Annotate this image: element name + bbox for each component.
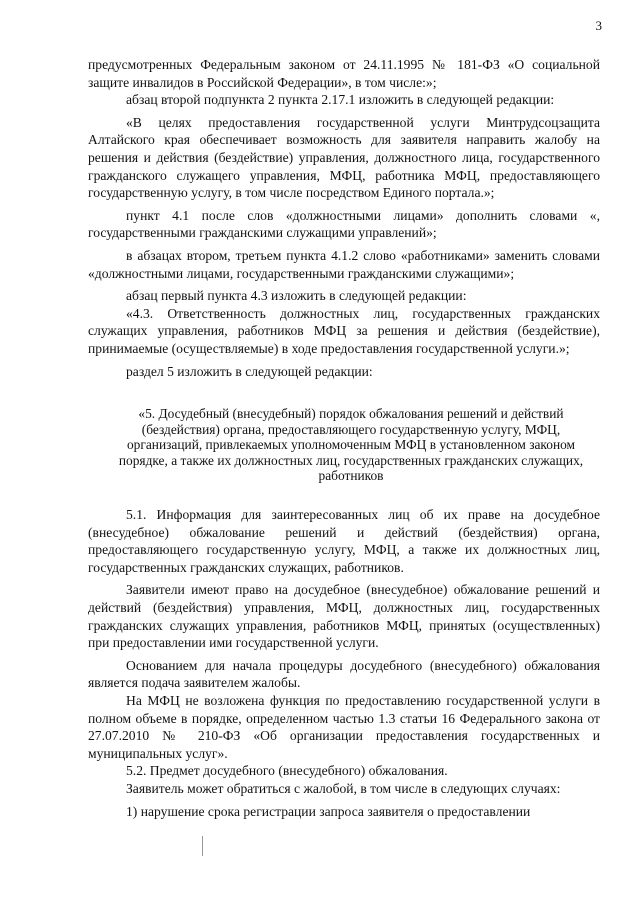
- page-number: 3: [595, 18, 602, 33]
- paragraph-9: 5.1. Информация для заинтересованных лиц об их праве на досудебное (внесудебное) обжалование решений и действий (бездействия) органа, предоставляющего государственную услугу, МФЦ, а также их должностных лиц, государственных гражданских служащих, работников.: [88, 507, 600, 575]
- paragraph-5: в абзацах втором, третьем пункта 4.1.2 слово «работниками» заменить словами «должностными лицами, государственными гражданскими служащими»;: [88, 247, 600, 281]
- paragraph-7: «4.3. Ответственность должностных лиц, государственных гражданских служащих управления, работников МФЦ за решения и действия (бездействие), принимаемые (осуществляемые) в ходе предоставления государственной услуги.»;: [88, 305, 600, 356]
- paragraph-3: «В целях предоставления государственной услуги Минтрудсоцзащита Алтайского края обеспечивает возможность для заявителя направить жалобу на решения и действия (бездействие) управления, должностного лица, государственного гражданского служащего управления, МФЦ, работника МФЦ, предоставляющего государственную услугу, в том числе посредством Единого портала.»;: [88, 114, 600, 201]
- paragraph-1: предусмотренных Федеральным законом от 24.11.1995 № 181-ФЗ «О социальной защите инвалидов в Российской Федерации», в том числе:»;: [88, 57, 600, 90]
- paragraph-13: 5.2. Предмет досудебного (внесудебного) обжалования.: [126, 763, 448, 779]
- document-body: [88, 56, 600, 820]
- section-5-heading: «5. Досудебный (внесудебный) порядок обжалования решений и действий (бездействия) органа, предоставляющего государственную услугу, МФЦ, организаций, привлекаемых уполномоченным МФЦ в установленном законом порядке, а также их должностных лиц, государственных гражданских служащих, работников: [118, 406, 584, 484]
- paragraph-8: раздел 5 изложить в следующей редакции:: [126, 363, 373, 379]
- margin-mark: [202, 836, 203, 856]
- paragraph-11: Основанием для начала процедуры досудебного (внесудебного) обжалования является подача заявителем жалобы.: [88, 657, 600, 691]
- paragraph-2: абзац второй подпункта 2 пункта 2.17.1 изложить в следующей редакции:: [126, 92, 555, 108]
- paragraph-10: Заявители имеют право на досудебное (внесудебное) обжалование решений и действий (бездействия) управления, МФЦ, должностных лиц, государственных гражданских служащих управления, работников МФЦ, принятых (осуществленных) при предоставлении ими государственной услуги.: [88, 582, 600, 651]
- paragraph-4: пункт 4.1 после слов «должностными лицами» дополнить словами «, государственными гражданскими служащими управлений»;: [88, 207, 600, 241]
- paragraph-15: 1) нарушение срока регистрации запроса заявителя о предоставлении: [126, 803, 531, 819]
- paragraph-12: На МФЦ не возложена функция по предоставлению государственной услуги в полном объеме в порядке, определенном частью 1.3 статьи 16 Федерального закона от 27.07.2010 № 210-ФЗ «Об организации предоставления государственных и муниципальных услуг».: [88, 693, 600, 761]
- paragraph-6: абзац первый пункта 4.3 изложить в следующей редакции:: [126, 288, 467, 304]
- paragraph-14: Заявитель может обратиться с жалобой, в том числе в следующих случаях:: [126, 780, 561, 796]
